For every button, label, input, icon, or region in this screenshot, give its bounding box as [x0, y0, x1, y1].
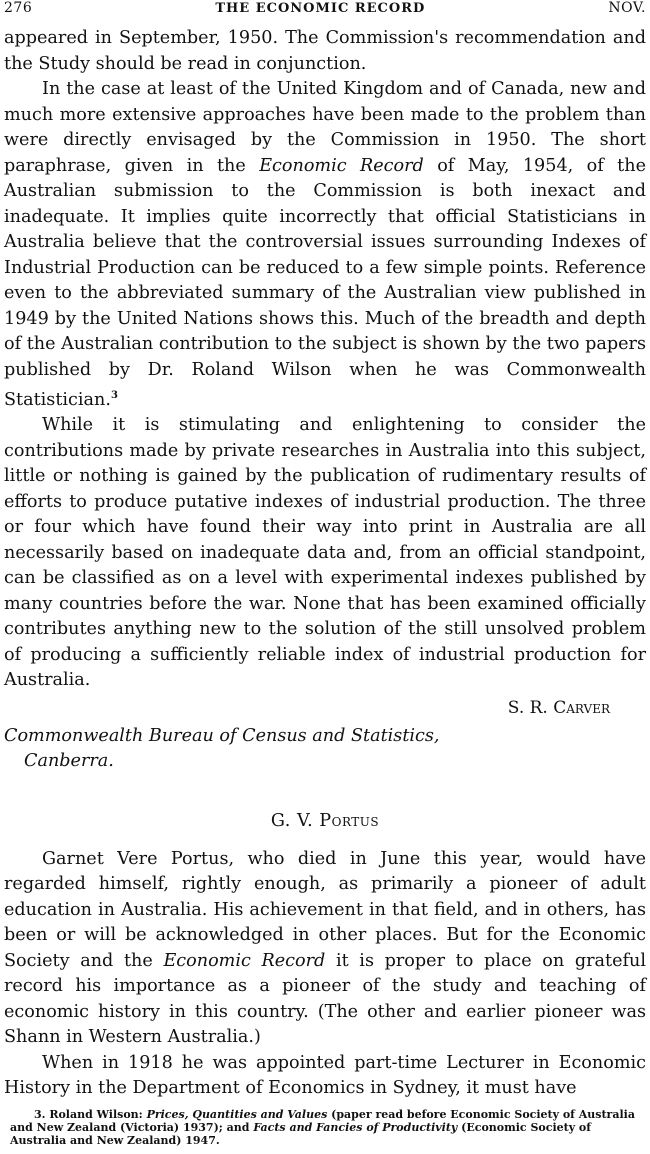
footnote-number: 3.: [34, 1107, 46, 1121]
running-header: [4, 0, 646, 26]
paragraph-text: Garnet Vere Portus, who died in June this year, would have regarded himself, rightly enough, as primarily a pioneer of adult education in Australia. His achievement in that field, and in others, has been or will be acknowledged in other places. But for the Economic Society and the: [4, 848, 646, 971]
paragraph-text: it is proper to place on grateful record his importance as a pioneer of the study and teaching of economic history in this country. (The other and earlier pioneer was Shann in Western Australia.): [4, 950, 646, 1048]
journal-name-italic: Economic Record: [259, 155, 424, 176]
paragraph-uk-canada: [4, 77, 646, 413]
affiliation-org: Commonwealth Bureau of Census and Statistics,: [4, 725, 440, 746]
footnote-marker: 3: [110, 390, 118, 401]
footnote-author: Roland Wilson:: [45, 1107, 147, 1121]
paragraph-continued: appeared in September, 1950. The Commission's recommendation and the Study should be read in conjunction.: [4, 28, 646, 74]
author-signature: [4, 698, 646, 724]
paragraph-text: In the case at least of the United Kingdom and of Canada, new and much more extensive approaches have been made to the problem than were directly envisaged by the Commission in 1950. The short paraphrase, given in the: [4, 79, 646, 176]
paragraph-portus-intro: [4, 847, 646, 1051]
page-number: 276: [4, 0, 33, 16]
signature-surname: Carver: [553, 697, 610, 718]
issue-month: NOV.: [608, 0, 646, 16]
footnote-title-2: Facts and Fancies of Productivity: [253, 1120, 458, 1134]
footnote-title-1: Prices, Quantities and Values: [146, 1107, 328, 1121]
paragraph-private-research: While it is stimulating and enlightening to consider the contributions made by private researches in Australia into this subject, little or nothing is gained by the publication of rudimentary results of efforts to produce putative indexes of industrial production. The three or four which have found their way into print in Australia are all necessarily based on inadequate data and, from an official standpoint, can be classified as on a level with experimental indexes published by many countries before the war. None that has been examined officially contributes anything new to the solution of the still unsolved problem of producing a sufficiently reliable index of industrial production for Australia.: [4, 415, 646, 691]
footnote-text: (Economic Society of Australia and New Zealand) 1947.: [10, 1120, 591, 1147]
journal-name-italic: Economic Record: [163, 950, 326, 971]
heading-initials: G. V.: [270, 810, 320, 831]
signature-initials: S. R.: [507, 697, 554, 718]
heading-surname: Portus: [319, 810, 380, 831]
author-affiliation: [4, 724, 646, 775]
footnote: [4, 1108, 646, 1147]
obituary-heading: [4, 811, 646, 831]
footnote-text: (paper read before Economic Society of Australia and New Zealand (Victoria) 1937); and: [10, 1107, 635, 1134]
paragraph-text: of May, 1954, of the Australian submission to the Commission is both inexact and inadequate. It implies quite incorrectly that official Statisticians in Australia believe that the controversial issues surrounding Indexes of Industrial Production can be reduced to a few simple points. Reference even to the abbreviated summary of the Australian view published in 1949 by the United Nations shows this. Much of the breadth and depth of the Australian contribution to the subject is shown by the two papers published by Dr. Roland Wilson when he was Commonwealth Statistician.: [4, 155, 646, 410]
affiliation-city: Canberra.: [24, 751, 114, 772]
paragraph-portus-1918: When in 1918 he was appointed part-time Lecturer in Economic History in the Department of Economics in Sydney, it must have: [4, 1052, 646, 1099]
journal-title: THE ECONOMIC RECORD: [215, 1, 426, 16]
